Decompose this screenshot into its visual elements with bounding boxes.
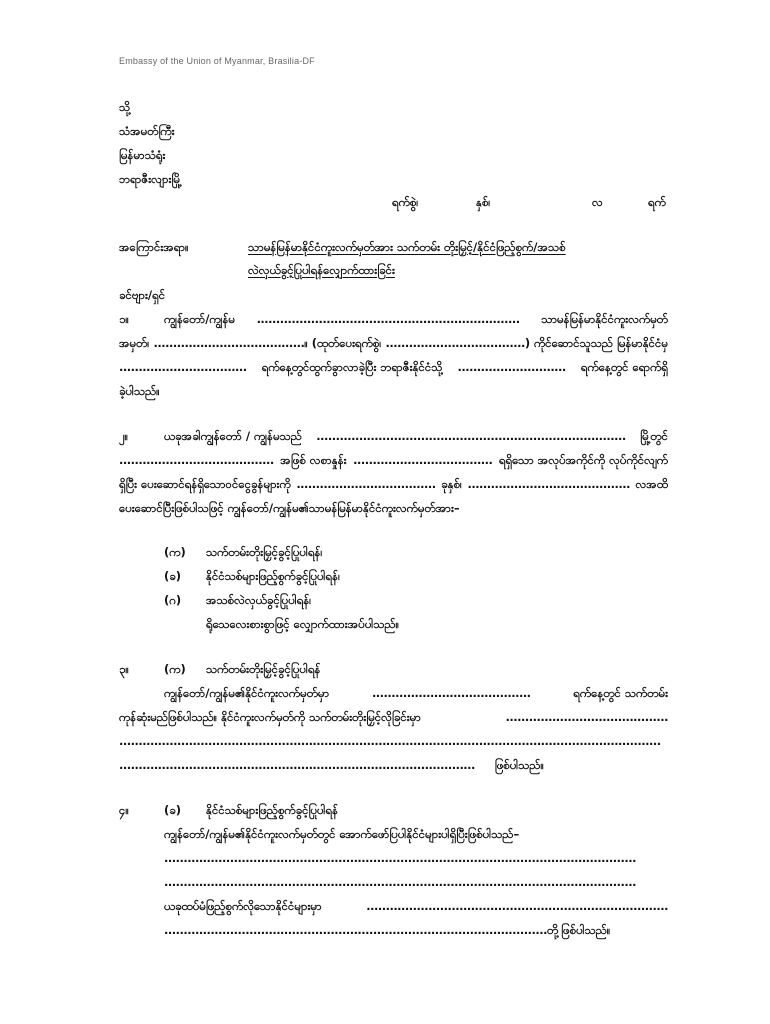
p1-line-1 (164, 311, 668, 327)
p4-mark: (ခ) (164, 803, 181, 817)
p1-number: ၁။ (119, 312, 129, 326)
p1-a-dots: .................................................................... (256, 312, 520, 326)
subject-label: အကြောင်းအရာ။ (119, 240, 189, 254)
p2-line-4: ပေးဆောင်ပြီးဖြစ်ပါသဖြင့် ကျွန်တော်/ကျွန်မ၏သာမန်မြန်မာနိုင်ငံကူးလက်မှတ်အား– (119, 501, 460, 515)
date-label: ရက်စွဲ၊ (392, 195, 419, 209)
p1-c-dots-1: ................................. (119, 360, 247, 374)
p4-c-dots: .............................................................................. (366, 899, 668, 913)
p4-line-3 (164, 898, 668, 914)
p3-title: သက်တမ်းတိုးမြှင့်ခွင့်ပြုပါရန် (206, 662, 321, 676)
option-mark-a: (က) (164, 545, 186, 559)
p1-a-end: သာမန်မြန်မာနိုင်ငံကူးလက်မှတ် (541, 312, 668, 326)
month-label: လ (592, 195, 603, 209)
p4-line-1: ကျွန်တော်/ကျွန်မ၏နိုင်ငံကူးလက်မှတ်တွင် အောက်ဖော်ပြပါနိုင်ငံများပါရှိပြီးဖြစ်ပါသည်– (164, 827, 520, 841)
option-text-a: သက်တမ်းတိုးမြှင့်ခွင့်ပြုပါရန်၊ (206, 545, 323, 559)
p2-b2: ရရှိသော အလုပ်အကိုင်ကို လုပ်ကိုင်လျက် (498, 453, 668, 467)
p3-b-dots: .......................................... (505, 710, 668, 724)
p3-a-dots: ......................................... (371, 686, 531, 700)
p2-line-1 (164, 428, 668, 444)
p3-d-dots: ............................................................................................ (119, 758, 475, 772)
p4-d-end: တို့ဖြစ်ပါသည်။ (547, 923, 611, 937)
option-mark-c: (ဂ) (164, 593, 182, 607)
p1-c-dots-2: ............................ (457, 360, 566, 374)
page-header: Embassy of the Union of Myanmar, Brasilia-DF (119, 56, 315, 66)
p1-c1: ရက်နေ့တွင်ထွက်ခွာလာခဲ့ပြီး ဘရာဇီးနိုင်ငံသို့ (261, 360, 443, 374)
p3-a-end: ရက်နေ့တွင် သက်တမ်း (573, 686, 668, 700)
address-line-3: ဘရာဇီးလျားမြို့ (119, 172, 182, 186)
p3-line-1 (164, 685, 668, 701)
address-line-1: သံအမတ်ကြီး (119, 124, 175, 138)
p3-b: ကုန်ဆုံးမည်ဖြစ်ပါသည်။ နိုင်ငံကူးလက်မှတ်ကို သက်တမ်းတိုးမြှင့်လိုခြင်းမှာ (119, 710, 421, 724)
day-label: ရက် (648, 195, 666, 209)
p3-line-3-dots: ............................................................................................................................................ (119, 734, 661, 748)
salutation: ခင်ဗျား/ရှင် (119, 288, 166, 302)
p3-line-4 (119, 757, 544, 773)
p2-b-dots-2: .................................... (353, 453, 493, 467)
p1-c2: ရက်နေ့တွင် ရောက်ရှိ (580, 360, 668, 374)
p1-b-dots-2: ....................................) (385, 336, 530, 350)
subject-line-2: လဲလှယ်ခွင့်ပြုပါရန်လျှောက်ထားခြင်း (248, 263, 395, 277)
p2-number: ၂။ (119, 429, 129, 443)
p4-dots-2: .......................................................................................................................... (164, 875, 636, 889)
option-text-b: နိုင်ငံသစ်များဖြည့်စွက်ခွင့်ပြုပါရန်၊ (206, 569, 340, 583)
p3-line-2 (119, 709, 668, 725)
p4-title: နိုင်ငံသစ်များဖြည့်စွက်ခွင့်ပြုပါရန် (206, 803, 339, 817)
year-label: နှစ်၊ (476, 195, 491, 209)
p3-a: ကျွန်တော်/ကျွန်မ၏နိုင်ငံကူးလက်မှတ်မှာ (164, 686, 330, 700)
p1-a: ကျွန်တော်/ကျွန်မ (164, 312, 235, 326)
p1-line-4: ခဲ့ပါသည်။ (119, 384, 160, 398)
p1-b2: (ထုတ်ပေးရက်စွဲ၊ (311, 336, 382, 350)
option-text-c: အသစ်လဲလှယ်ခွင့်ပြုပါရန်၊ (206, 593, 312, 607)
options-closing: ရိုသေလေးစားစွာဖြင့် လျှောက်ထားအပ်ပါသည်။ (206, 617, 400, 631)
p3-mark: (က) (164, 662, 186, 676)
p2-c-dots-2: .......................................... (467, 477, 630, 491)
p4-line-4 (164, 922, 609, 938)
p2-a-dots: ................................................................................ (316, 429, 626, 443)
p3-number: ၃။ (119, 662, 129, 676)
p2-c-dots-1: .................................... (296, 477, 436, 491)
p2-line-2 (119, 452, 668, 468)
p2-a: ယခုအခါကျွန်တော် / ကျွန်မသည် (164, 429, 302, 443)
option-mark-b: (ခ) (164, 569, 181, 583)
p2-c2: ခုနှစ်၊ (441, 477, 462, 491)
p4-dots-1: .......................................................................................................................... (164, 851, 636, 865)
p4-c: ယခုထပ်မံဖြည့်စွက်လိုသောနိုင်ငံများမှာ (164, 899, 322, 913)
p3-d-end: ဖြစ်ပါသည်။ (494, 758, 544, 772)
subject-line-1: သာမန်မြန်မာနိုင်ငံကူးလက်မှတ်အား သက်တမ်း တိုးမြှင့်/နိုင်ငံဖြည့်စွက်/အသစ် (248, 240, 566, 254)
p2-b1: အဖြစ် လစာနှုန်း (280, 453, 347, 467)
p2-a-end: မြို့တွင် (640, 429, 668, 443)
p1-line-3 (119, 359, 668, 375)
p2-line-3 (119, 476, 668, 492)
p1-line-2 (119, 335, 668, 351)
p1-b1: အမှတ်၊ (119, 336, 150, 350)
p1-b3: ကိုင်ဆောင်သူသည် မြန်မာနိုင်ငံမှ (533, 336, 668, 350)
p2-b-dots-1: ........................................ (119, 453, 274, 467)
p1-b-dots-1: .......................................။ (153, 336, 308, 350)
p4-d-dots: ................................................................................................... (164, 923, 547, 937)
p4-number: ၄။ (119, 803, 129, 817)
address-line-2: မြန်မာသံရုံး (119, 148, 166, 162)
p2-c3: လအထိ (635, 477, 668, 491)
address-to: သို့ (119, 100, 131, 114)
p2-c1: ရှိပြီး ပေးဆောင်ရန်ရှိသောဝင်ငွေခွန်များကို (119, 477, 291, 491)
